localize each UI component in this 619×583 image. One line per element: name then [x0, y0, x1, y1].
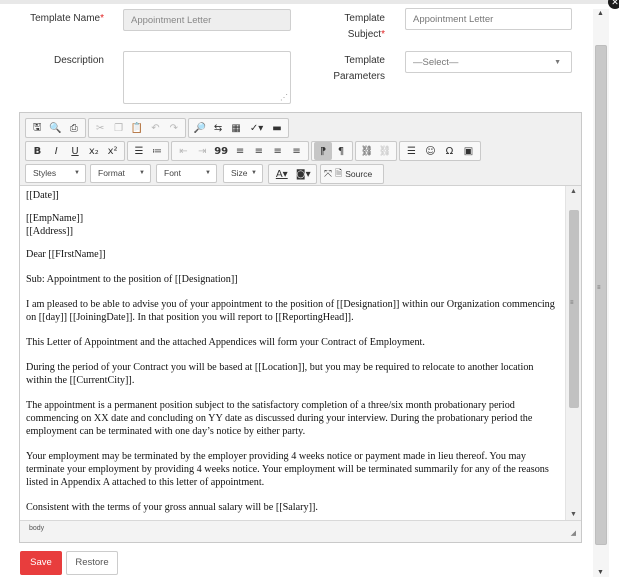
format-dropdown[interactable]: Format ▼	[90, 164, 151, 183]
styles-dropdown[interactable]: Styles ▼	[25, 164, 86, 183]
italic-button[interactable]: I	[54, 145, 58, 157]
dropdown-caret-icon: ▼	[554, 59, 561, 66]
underline-button[interactable]: U	[71, 145, 79, 157]
grip-icon: ≡	[570, 300, 574, 306]
find-icon[interactable]: 🔎	[193, 122, 207, 134]
editor-toolbar	[20, 113, 581, 186]
image-icon[interactable]: ▣	[463, 145, 474, 157]
grip-icon: ≡	[597, 285, 601, 291]
resize-grip-icon[interactable]: ⋰	[280, 93, 288, 102]
template-parameters-label: Template Parameters	[333, 55, 385, 82]
save-button[interactable]: Save	[20, 551, 62, 575]
resize-handle-icon[interactable]: ◢	[570, 530, 576, 537]
page-break-icon[interactable]: ☰	[407, 145, 416, 157]
list-group	[127, 141, 169, 161]
clipboard-group	[88, 118, 186, 138]
maximize-icon[interactable]: ⤧	[324, 168, 332, 180]
align-center-icon[interactable]: ≡	[254, 145, 264, 157]
undo-icon[interactable]: ↶	[151, 122, 160, 134]
outdent-icon[interactable]: ⇤	[179, 145, 188, 157]
link-group	[355, 141, 397, 161]
template-name-field[interactable]: Appointment Letter	[123, 9, 291, 31]
text-color-icon[interactable]: A▾	[275, 168, 288, 180]
unlink-icon[interactable]: ⛓	[378, 145, 392, 157]
spellcheck-icon[interactable]: ✓▾	[249, 122, 264, 134]
redo-icon[interactable]: ↷	[169, 122, 179, 134]
document-group	[25, 118, 86, 138]
cut-icon[interactable]: ✂	[96, 122, 105, 134]
ltr-icon[interactable]: ⁋	[314, 142, 332, 160]
preview-icon[interactable]: 🔍	[49, 122, 62, 134]
print-icon[interactable]: ⎙	[69, 122, 78, 134]
restore-button[interactable]: Restore	[66, 551, 118, 575]
superscript-button[interactable]: x²	[107, 145, 118, 157]
template-subject-label: Template Subject*	[344, 13, 385, 40]
subscript-button[interactable]: x₂	[88, 145, 99, 157]
paragraph: During the period of your Contract you will be based at [[Location]], but you may be required to relocate to another location within the [[CurrentCity]].	[26, 362, 534, 386]
align-right-icon[interactable]: ≡	[273, 145, 282, 157]
save-icon[interactable]: 🖫	[32, 121, 42, 133]
rtl-icon[interactable]: ¶	[337, 145, 345, 157]
paste-icon[interactable]: 📋	[130, 122, 144, 134]
bold-button[interactable]: B	[33, 145, 42, 157]
bulleted-list-icon[interactable]: ≔	[152, 145, 162, 157]
horizontal-line-icon[interactable]: ▬	[272, 122, 282, 134]
tools-group	[320, 164, 384, 184]
basic-styles-group	[25, 141, 125, 161]
align-left-icon[interactable]: ≡	[235, 145, 245, 157]
template-parameters-select[interactable]: —Select— ▼	[405, 51, 572, 73]
element-path-bar	[20, 520, 581, 542]
template-name-label: Template Name*	[30, 13, 104, 24]
dropdown-caret-icon: ▼	[74, 170, 80, 176]
dropdown-caret-icon: ▼	[205, 170, 211, 176]
blockquote-icon[interactable]: 99	[214, 145, 229, 157]
select-all-icon[interactable]: ▦	[231, 122, 241, 134]
scroll-down-icon[interactable]: ▼	[597, 569, 604, 576]
address-placeholder: [[Address]]	[26, 226, 73, 237]
emp-name-placeholder: [[EmpName]]	[26, 213, 84, 224]
special-char-icon[interactable]: Ω	[445, 145, 454, 157]
description-field[interactable]	[123, 51, 291, 104]
subject-line: Sub: Appointment to the position of [[Designation]]	[26, 274, 238, 285]
size-dropdown[interactable]: Size ▼	[223, 164, 263, 183]
source-button[interactable]: Source	[345, 169, 373, 179]
date-placeholder: [[Date]]	[26, 190, 59, 201]
page-scrollbar[interactable]	[593, 9, 609, 577]
element-path[interactable]: body	[29, 525, 45, 532]
paragraph: I am pleased to be able to advise you of your appointment to the position of [[Designation]] within our Organization commencing on [[day]] [[JoiningDate]]. In that position you will report to [[ReportingHead]].	[26, 299, 555, 323]
numbered-list-icon[interactable]: ☰	[134, 145, 144, 157]
editor-content[interactable]	[20, 186, 565, 520]
paragraph: Consistent with the terms of your gross annual salary will be [[Salary]].	[26, 502, 318, 513]
scrollbar-thumb[interactable]	[569, 210, 579, 408]
scrollbar-thumb[interactable]	[595, 45, 607, 545]
copy-icon[interactable]: ❐	[114, 122, 124, 134]
scroll-up-icon[interactable]: ▲	[570, 188, 577, 195]
scroll-up-icon[interactable]: ▲	[597, 10, 604, 17]
color-group	[268, 164, 317, 184]
template-subject-field[interactable]: Appointment Letter	[405, 8, 572, 30]
smiley-icon[interactable]: ☺	[425, 145, 436, 157]
insert-group	[399, 141, 481, 161]
link-icon[interactable]: ⛓	[360, 145, 374, 157]
description-label: Description	[53, 55, 104, 66]
paragraph: Your employment may be terminated by the employer providing 4 weeks notice or payment made in lieu thereof. You may terminate your employment by providing 4 weeks notice. Your employment will be terminated summarily for any of the reasons listed in Appendix A attached to this letter of appointment.	[26, 451, 549, 488]
justify-icon[interactable]: ≡	[292, 145, 301, 157]
direction-group	[311, 141, 353, 161]
replace-icon[interactable]: ⇆	[213, 122, 223, 134]
rich-text-editor	[19, 112, 582, 543]
greeting-line: Dear [[FIrstName]]	[26, 249, 106, 260]
indent-icon[interactable]: ⇥	[198, 145, 207, 157]
scroll-down-icon[interactable]: ▼	[570, 511, 577, 518]
font-dropdown[interactable]: Font ▼	[156, 164, 217, 183]
editor-scrollbar[interactable]	[565, 186, 581, 520]
paragraph: This Letter of Appointment and the attached Appendices will form your Contract of Employment.	[26, 337, 425, 348]
paragraph: The appointment is a permanent position subject to the satisfactory completion of a three/six month probationary period commencing on XX date and concluding on YY date as discussed during your interview. During the probationary period the employment can be terminated with one day’s notice by either party.	[26, 400, 533, 437]
editing-group	[188, 118, 289, 138]
dropdown-caret-icon: ▼	[251, 170, 257, 176]
background-color-icon[interactable]: ◙▾	[295, 168, 311, 180]
dropdown-caret-icon: ▼	[139, 170, 145, 176]
close-icon[interactable]: ✕	[608, 0, 619, 9]
top-edge	[0, 0, 619, 4]
source-icon[interactable]: 🗎	[335, 168, 343, 178]
paragraph-group	[171, 141, 309, 161]
